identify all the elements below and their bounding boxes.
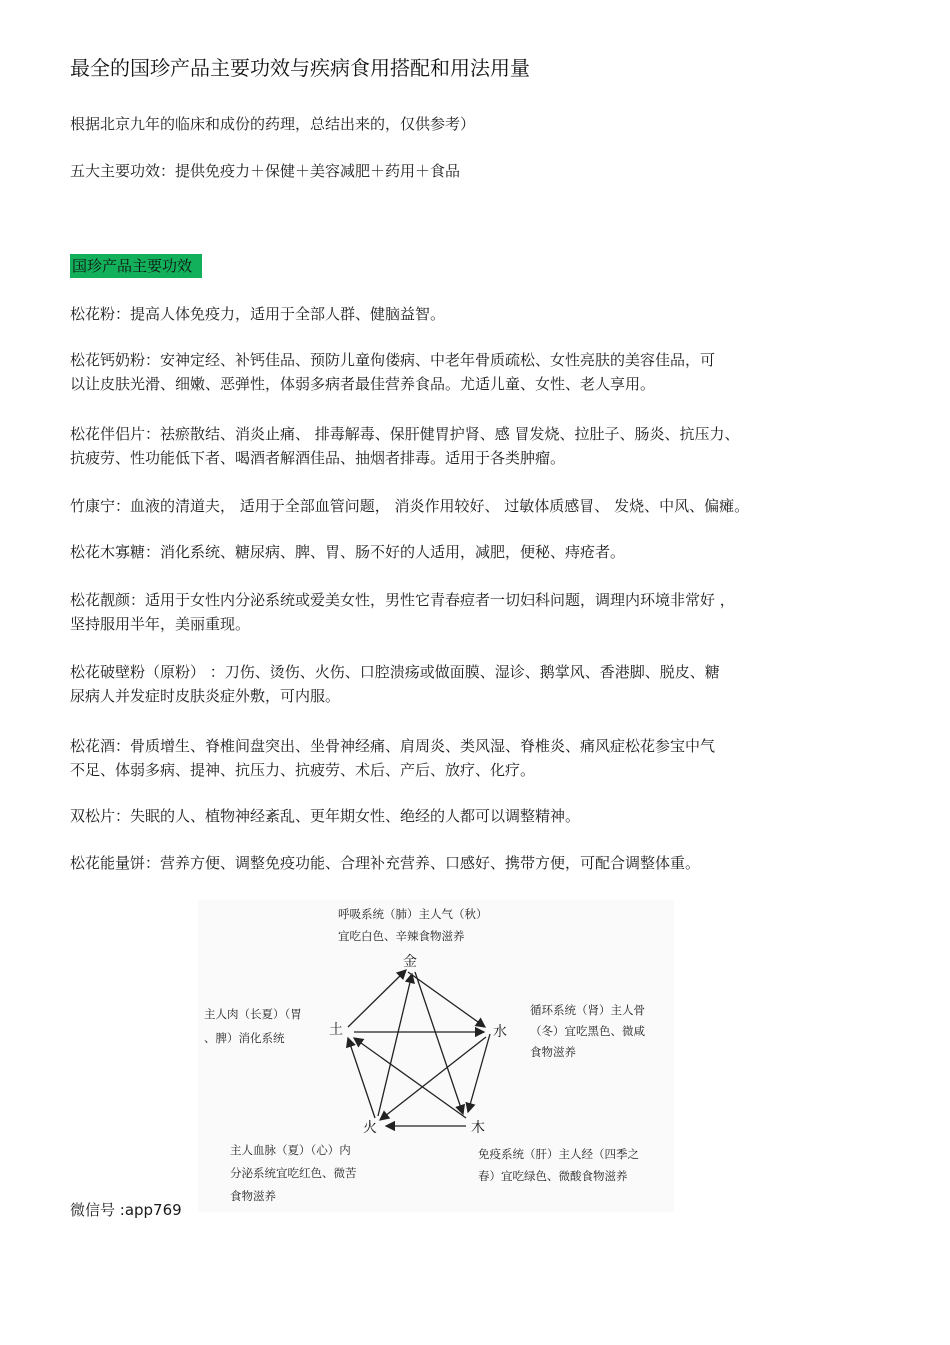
element-wood: 木 — [471, 1120, 485, 1136]
element-water: 水 — [493, 1024, 507, 1040]
note-wood-line: 免疫系统（肝）主人经（四季之 — [478, 1147, 639, 1161]
section-heading: 国珍产品主要功效 — [70, 254, 202, 278]
product-zhukangning — [70, 494, 890, 518]
five-elements-diagram — [198, 900, 674, 1212]
note-fire-line: 主人血脉（夏）（心）内 — [230, 1143, 351, 1157]
intro-text: 根据北京九年的临床和成份的药理，总结出来的，仅供参考） — [70, 115, 476, 133]
note-earth-line: 、脾）消化系统 — [204, 1031, 285, 1045]
product-line: 以让皮肤光滑、细嫩、恶弹性，体弱多病者最佳营养食品。尤适儿童、女性、老人享用。 — [70, 375, 656, 393]
wechat-id: 微信号 :app769 — [70, 1201, 182, 1219]
product-line: 竹康宁：血液的清道夫， 适用于全部血管问题， 消炎作用较好、 过敏体质感冒、 发烧、中风、偏瘫。 — [70, 497, 750, 515]
product-line: 松花伴侣片：祛瘀散结、消炎止痛、 排毒解毒、保肝健胃护肾、感 冒发烧、拉肚子、肠炎、抗压力、 — [70, 425, 740, 443]
product-line: 不足、体弱多病、提神、抗压力、抗疲劳、术后、产后、放疗、化疗。 — [70, 761, 536, 779]
product-shuangsong-tablet — [70, 804, 890, 828]
product-broken-wall-powder — [70, 660, 890, 708]
product-line: 松花粉：提高人体免疫力，适用于全部人群、健脑益智。 — [70, 305, 446, 323]
product-line: 松花木寡糖：消化系统、糖尿病、脾、胃、肠不好的人适用，减肥，便秘、痔疮者。 — [70, 543, 626, 561]
product-line: 松花钙奶粉：安神定经、补钙佳品、预防儿童佝偻病、中老年骨质疏松、女性亮肤的美容佳品，可 — [70, 351, 716, 369]
note-fire-line: 分泌系统宜吃红色、微苦 — [230, 1166, 357, 1180]
note-metal-line: 呼吸系统（肺）主人气（秋） — [338, 907, 488, 921]
functions-text: 五大主要功效：提供免疫力＋保健＋美容减肥＋药用＋食品 — [70, 162, 461, 180]
note-water-line: （冬）宜吃黑色、微咸 — [530, 1024, 645, 1038]
product-line: 尿病人并发症时皮肤炎症外敷，可内服。 — [70, 687, 341, 705]
element-earth: 土 — [329, 1022, 343, 1038]
product-liangyan — [70, 588, 890, 636]
product-songhua-powder — [70, 302, 890, 326]
note-water-line: 食物滋养 — [530, 1045, 576, 1059]
note-metal-line: 宜吃白色、辛辣食物滋养 — [338, 929, 465, 943]
product-line: 松花靓颜：适用于女性内分泌系统或爱美女性，男性它青春痘者一切妇科问题，调理内环境非常好 ， — [70, 591, 735, 609]
product-oligosaccharide — [70, 540, 890, 564]
product-energy-cake — [70, 851, 890, 875]
element-fire: 火 — [363, 1120, 377, 1136]
product-partner-tablet — [70, 422, 890, 470]
product-line: 松花酒：骨质增生、脊椎间盘突出、坐骨神经痛、肩周炎、类风湿、脊椎炎、痛风症松花参宝中气 — [70, 737, 716, 755]
product-line: 松花能量饼：营养方便、调整免疫功能、合理补充营养、口感好、携带方便，可配合调整体重。 — [70, 854, 701, 872]
note-wood-line: 春）宜吃绿色、微酸食物滋养 — [478, 1169, 628, 1183]
product-line: 双松片：失眠的人、植物神经紊乱、更年期女性、绝经的人都可以调整精神。 — [70, 807, 581, 825]
product-calcium-milk-powder — [70, 348, 890, 396]
document-title: 最全的国珍产品主要功效与疾病食用搭配和用法用量 — [70, 56, 530, 80]
product-line: 抗疲劳、性功能低下者、喝酒者解酒佳品、抽烟者排毒。适用于各类肿瘤。 — [70, 449, 566, 467]
note-water-line: 循环系统（肾）主人骨 — [530, 1003, 645, 1017]
note-earth-line: 主人肉（长夏）（胃 — [204, 1007, 302, 1021]
product-songhua-wine — [70, 734, 890, 782]
product-line: 坚持服用半年，美丽重现。 — [70, 615, 251, 633]
note-fire-line: 食物滋养 — [230, 1189, 276, 1203]
product-line: 松花破壁粉（原粉） ：刀伤、烫伤、火伤、口腔溃疡或做面膜、湿诊、鹅掌风、香港脚、脱皮、糖 — [70, 663, 720, 681]
element-metal: 金 — [403, 954, 417, 970]
